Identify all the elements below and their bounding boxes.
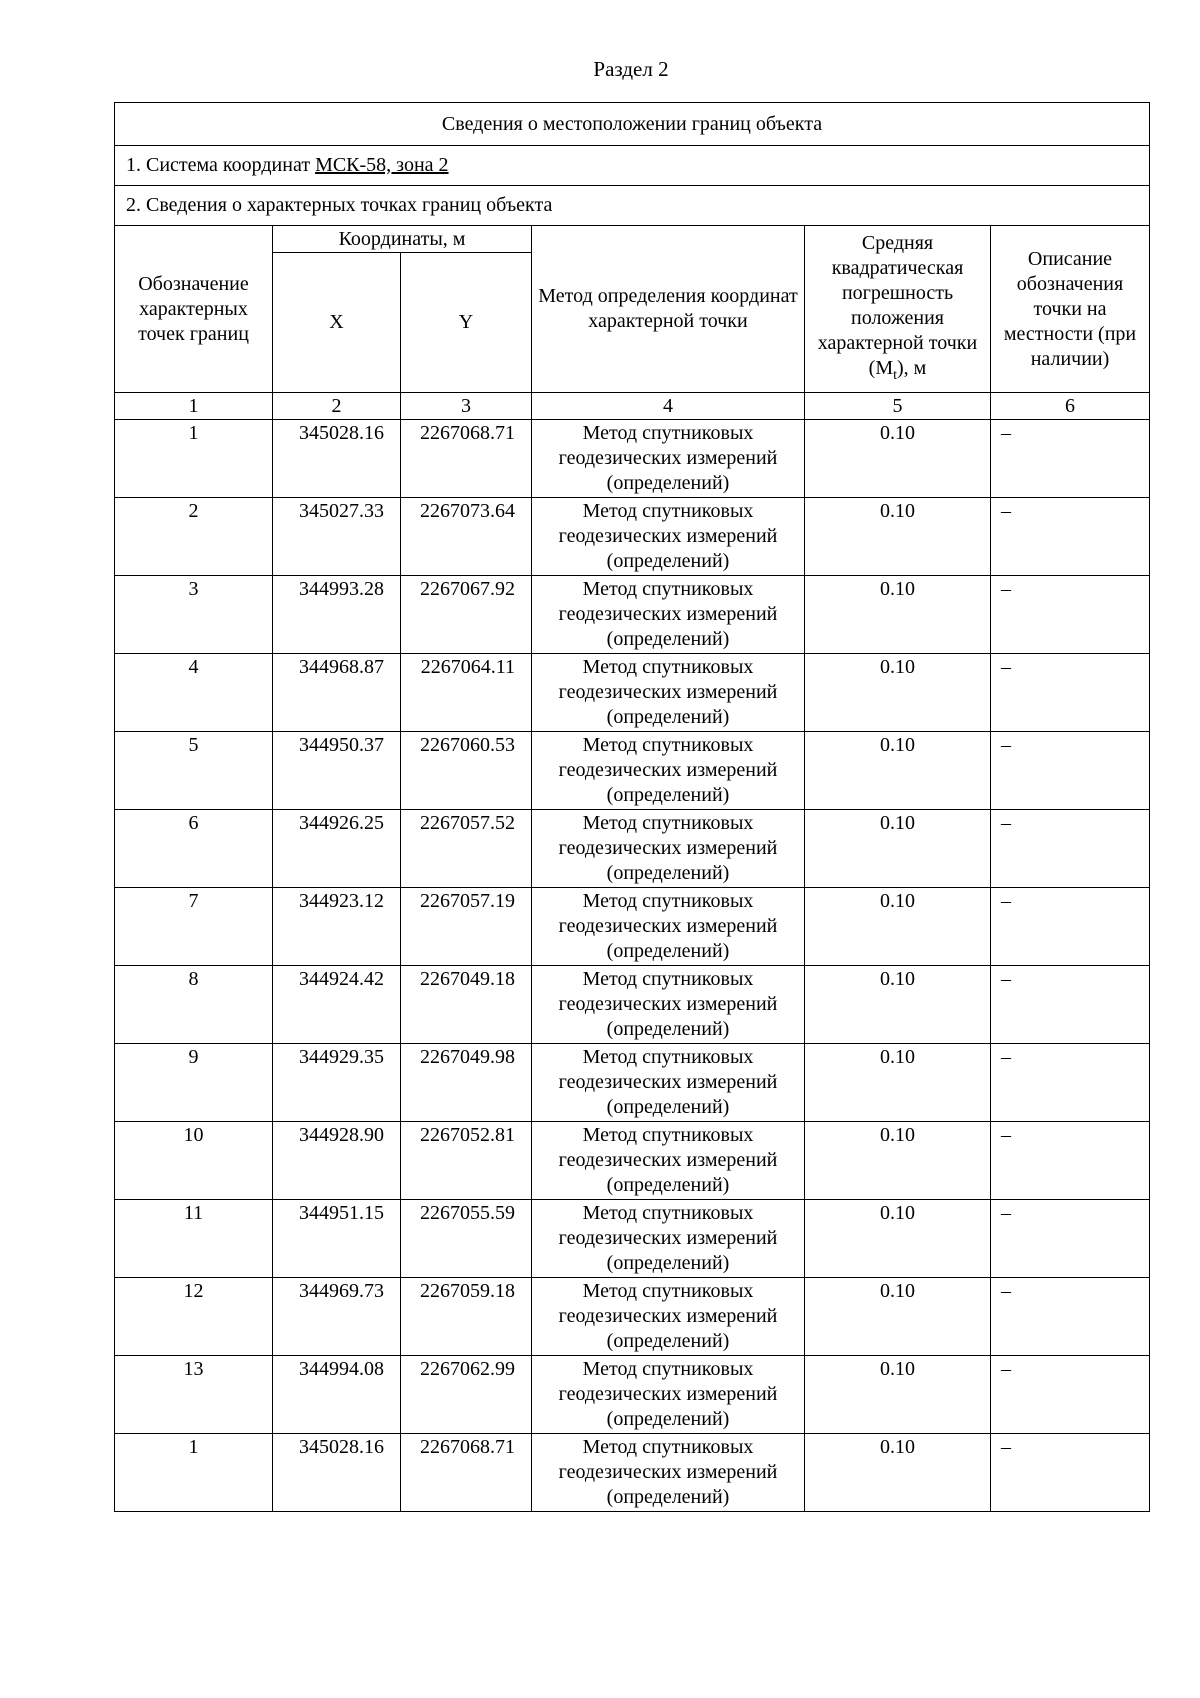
column-number-row — [115, 393, 1150, 420]
method-cell: Метод спутниковых геодезических измерений (определений) — [532, 966, 805, 1044]
description-cell: – — [991, 1200, 1150, 1278]
coord-y: 2267064.11 — [401, 654, 532, 732]
header-coordinates: Координаты, м — [273, 226, 532, 253]
column-number: 2 — [273, 393, 401, 420]
method-cell: Метод спутниковых геодезических измерений (определений) — [532, 576, 805, 654]
coord-x: 345027.33 — [273, 498, 401, 576]
coord-y: 2267057.52 — [401, 810, 532, 888]
table-row — [115, 498, 1150, 576]
table-caption: Сведения о местоположении границ объекта — [115, 103, 1150, 146]
point-designation: 13 — [115, 1356, 273, 1434]
table-row — [115, 420, 1150, 498]
header-x: X — [273, 253, 401, 393]
error-value: 0.10 — [805, 732, 991, 810]
table-row — [115, 654, 1150, 732]
description-cell: – — [991, 810, 1150, 888]
error-value: 0.10 — [805, 1044, 991, 1122]
point-designation: 6 — [115, 810, 273, 888]
coord-y: 2267068.71 — [401, 1434, 532, 1512]
coord-x: 344950.37 — [273, 732, 401, 810]
point-designation: 9 — [115, 1044, 273, 1122]
description-cell: – — [991, 576, 1150, 654]
description-cell: – — [991, 1044, 1150, 1122]
error-value: 0.10 — [805, 654, 991, 732]
point-designation: 10 — [115, 1122, 273, 1200]
coord-system-label: 1. Система координат — [126, 154, 311, 176]
description-cell: – — [991, 1278, 1150, 1356]
table-row — [115, 576, 1150, 654]
table-row — [115, 810, 1150, 888]
method-cell: Метод спутниковых геодезических измерений (определений) — [532, 1278, 805, 1356]
description-cell: – — [991, 1356, 1150, 1434]
point-designation: 4 — [115, 654, 273, 732]
header-method: Метод определения координат характерной точки — [532, 226, 805, 393]
coord-x: 344994.08 — [273, 1356, 401, 1434]
coord-x: 344993.28 — [273, 576, 401, 654]
method-cell: Метод спутниковых геодезических измерений (определений) — [532, 420, 805, 498]
coord-x: 344969.73 — [273, 1278, 401, 1356]
coord-y: 2267073.64 — [401, 498, 532, 576]
table-row — [115, 732, 1150, 810]
coord-y: 2267067.92 — [401, 576, 532, 654]
header-y: Y — [401, 253, 532, 393]
description-cell: – — [991, 420, 1150, 498]
point-designation: 5 — [115, 732, 273, 810]
coord-y: 2267062.99 — [401, 1356, 532, 1434]
coord-x: 344929.35 — [273, 1044, 401, 1122]
coord-x: 344924.42 — [273, 966, 401, 1044]
coord-y: 2267059.18 — [401, 1278, 532, 1356]
error-value: 0.10 — [805, 420, 991, 498]
coord-y: 2267068.71 — [401, 420, 532, 498]
point-designation: 11 — [115, 1200, 273, 1278]
coord-x: 344951.15 — [273, 1200, 401, 1278]
boundary-table — [114, 102, 1150, 1512]
error-value: 0.10 — [805, 498, 991, 576]
table-row — [115, 1434, 1150, 1512]
coord-y: 2267049.18 — [401, 966, 532, 1044]
error-value: 0.10 — [805, 1434, 991, 1512]
column-number: 4 — [532, 393, 805, 420]
error-value: 0.10 — [805, 576, 991, 654]
coord-y: 2267055.59 — [401, 1200, 532, 1278]
table-row — [115, 1122, 1150, 1200]
error-value: 0.10 — [805, 1200, 991, 1278]
table-row — [115, 1044, 1150, 1122]
error-value: 0.10 — [805, 966, 991, 1044]
method-cell: Метод спутниковых геодезических измерений (определений) — [532, 498, 805, 576]
header-description: Описание обозначения точки на местности (при наличии) — [991, 226, 1150, 393]
method-cell: Метод спутниковых геодезических измерений (определений) — [532, 888, 805, 966]
error-value: 0.10 — [805, 1356, 991, 1434]
point-designation: 2 — [115, 498, 273, 576]
method-cell: Метод спутниковых геодезических измерений (определений) — [532, 1434, 805, 1512]
point-designation: 1 — [115, 420, 273, 498]
point-designation: 8 — [115, 966, 273, 1044]
table-row — [115, 1356, 1150, 1434]
column-number: 6 — [991, 393, 1150, 420]
table-row — [115, 888, 1150, 966]
table-row — [115, 1278, 1150, 1356]
method-cell: Метод спутниковых геодезических измерений (определений) — [532, 1044, 805, 1122]
method-cell: Метод спутниковых геодезических измерений (определений) — [532, 1200, 805, 1278]
description-cell: – — [991, 1122, 1150, 1200]
table-row — [115, 1200, 1150, 1278]
error-value: 0.10 — [805, 1122, 991, 1200]
coord-x: 344923.12 — [273, 888, 401, 966]
coord-system-row — [115, 146, 1150, 186]
column-number: 3 — [401, 393, 532, 420]
method-cell: Метод спутниковых геодезических измерений (определений) — [532, 1122, 805, 1200]
point-designation: 12 — [115, 1278, 273, 1356]
header-error-main: Средняя квадратическая погрешность положения характерной точки (M — [817, 231, 978, 379]
error-value: 0.10 — [805, 810, 991, 888]
method-cell: Метод спутниковых геодезических измерений (определений) — [532, 810, 805, 888]
section-title: Раздел 2 — [593, 57, 669, 81]
description-cell: – — [991, 966, 1150, 1044]
point-designation: 1 — [115, 1434, 273, 1512]
table-row — [115, 966, 1150, 1044]
header-error-tail: ), м — [897, 356, 927, 379]
coord-x: 345028.16 — [273, 420, 401, 498]
description-cell: – — [991, 654, 1150, 732]
description-cell: – — [991, 888, 1150, 966]
coord-y: 2267060.53 — [401, 732, 532, 810]
header-designation: Обозначение характерных точек границ — [115, 226, 273, 393]
description-cell: – — [991, 498, 1150, 576]
description-cell: – — [991, 1434, 1150, 1512]
method-cell: Метод спутниковых геодезических измерений (определений) — [532, 732, 805, 810]
point-designation: 7 — [115, 888, 273, 966]
points-caption: 2. Сведения о характерных точках границ объекта — [115, 186, 1150, 226]
header-error-subscript: t — [893, 367, 897, 383]
column-number: 5 — [805, 393, 991, 420]
point-designation: 3 — [115, 576, 273, 654]
header-error — [805, 226, 991, 393]
method-cell: Метод спутниковых геодезических измерений (определений) — [532, 654, 805, 732]
method-cell: Метод спутниковых геодезических измерений (определений) — [532, 1356, 805, 1434]
coord-y: 2267049.98 — [401, 1044, 532, 1122]
error-value: 0.10 — [805, 888, 991, 966]
coord-x: 344926.25 — [273, 810, 401, 888]
coord-x: 345028.16 — [273, 1434, 401, 1512]
coord-x: 344968.87 — [273, 654, 401, 732]
column-number: 1 — [115, 393, 273, 420]
coord-system-value: МСК-58, зона 2 — [315, 154, 449, 176]
coord-y: 2267052.81 — [401, 1122, 532, 1200]
coord-y: 2267057.19 — [401, 888, 532, 966]
description-cell: – — [991, 732, 1150, 810]
error-value: 0.10 — [805, 1278, 991, 1356]
coord-x: 344928.90 — [273, 1122, 401, 1200]
